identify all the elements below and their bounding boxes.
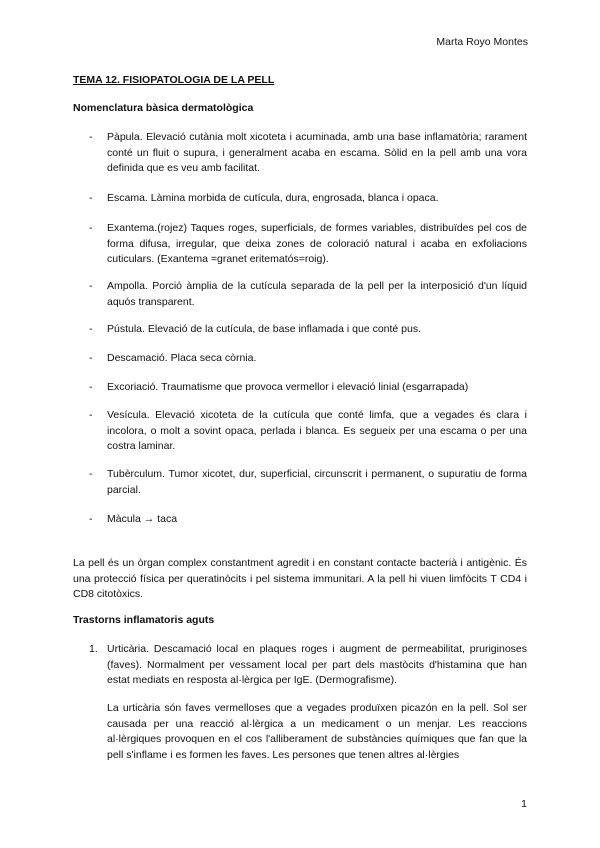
bullet-dash: - bbox=[89, 381, 93, 393]
section-heading-acute-disorders: Trastorns inflamatoris aguts bbox=[73, 614, 215, 626]
list-item bbox=[89, 130, 527, 177]
section-heading-nomenclature: Nomenclatura bàsica dermatològica bbox=[73, 102, 254, 114]
numbered-list-item bbox=[89, 642, 527, 689]
list-item bbox=[89, 467, 527, 498]
document-title: TEMA 12. FISIOPATOLOGIA DE LA PELL bbox=[73, 74, 275, 86]
list-item-text: Descamació. Placa seca còrnia. bbox=[107, 352, 257, 364]
bullet-dash: - bbox=[89, 192, 93, 204]
list-item-text: Escama. Làmina morbida de cutícula, dura, engrosada, blanca i opaca. bbox=[107, 192, 439, 204]
list-item bbox=[89, 191, 527, 207]
bullet-dash: - bbox=[89, 352, 93, 364]
list-item bbox=[89, 221, 527, 268]
list-item-text: Exantema.(rojez) Taques roges, superficials, de formes variables, distribuïdes pel cos de forma difusa, irregular, que deixa zones de coloració natural i acaba en exfoliacions cuticulars. (Exantema =granet eritematós=roig). bbox=[107, 222, 527, 265]
list-item-text: Tubèrculum. Tumor xicotet, dur, superficial, circunscrit i permanent, o supuratiu de forma parcial. bbox=[107, 468, 527, 496]
list-item-text: Excoriació. Traumatisme que provoca vermellor i elevació linial (esgarrapada) bbox=[107, 381, 469, 393]
list-item-text: Ampolla. Porció àmplia de la cutícula separada de la pell per la interposició d'un líquid aquós transparent. bbox=[107, 280, 527, 308]
list-item-text: Pàpula. Elevació cutània molt xicoteta i acuminada, amb una base inflamatòria; rarament conté un fluit o supura, i generalment acaba en escama. Sòlid en la pell amb una vora definida que es veu amb facilitat. bbox=[107, 131, 527, 174]
list-item bbox=[89, 380, 527, 396]
intro-paragraph: La pell és un òrgan complex constantment agredit i en constant contacte bacterià i antigènic. És una protecció física per queratinòcits i pel sistema immunitari. A la pell hi viuen limfòcits T CD4 i CD8 citotòxics. bbox=[73, 557, 527, 600]
bullet-dash: - bbox=[89, 323, 93, 335]
urticaria-paragraph: La urticària són faves vermelloses que a vegades produïxen picazón en la pell. Sol ser causada per una reacció al·lèrgica a un medicament o un menjar. Les reaccions al·lèrgiques provoquen en el cos l'alliberament de substàncies químiques que fan que la pell s'inflame i es formen les faves. Les persones que tenen altres al·lèrgies bbox=[107, 702, 527, 761]
bullet-dash: - bbox=[89, 409, 93, 421]
list-item bbox=[89, 322, 527, 338]
list-item-text: Màcula → taca bbox=[107, 513, 178, 525]
bullet-dash: - bbox=[89, 222, 93, 234]
list-number: 1. bbox=[89, 643, 98, 655]
bullet-dash: - bbox=[89, 468, 93, 480]
page-number: 1 bbox=[521, 798, 527, 810]
list-item bbox=[89, 279, 527, 310]
list-item bbox=[89, 408, 527, 455]
list-item bbox=[89, 512, 527, 528]
bullet-dash: - bbox=[89, 280, 93, 292]
bullet-dash: - bbox=[89, 131, 93, 143]
numbered-item-text: Urticària. Descamació local en plaques roges i augment de permeabilitat, pruriginoses (faves). Normalment per vessament local per part dels mastòcits d'histamina que han estat mediats en resposta al·lèrgica per IgE. (Dermografisme). bbox=[107, 643, 527, 686]
list-item bbox=[89, 351, 527, 367]
header-author: Marta Royo Montes bbox=[436, 36, 528, 48]
list-item-text: Pústula. Elevació de la cutícula, de base inflamada i que conté pus. bbox=[107, 323, 422, 335]
list-item-text: Vesícula. Elevació xicoteta de la cutícula que conté limfa, que a vegades és clara i incolora, o molt a sovint opaca, perlada i blanca. Es segueix per una escama o per una costra laminar. bbox=[107, 409, 527, 452]
bullet-dash: - bbox=[89, 513, 93, 525]
